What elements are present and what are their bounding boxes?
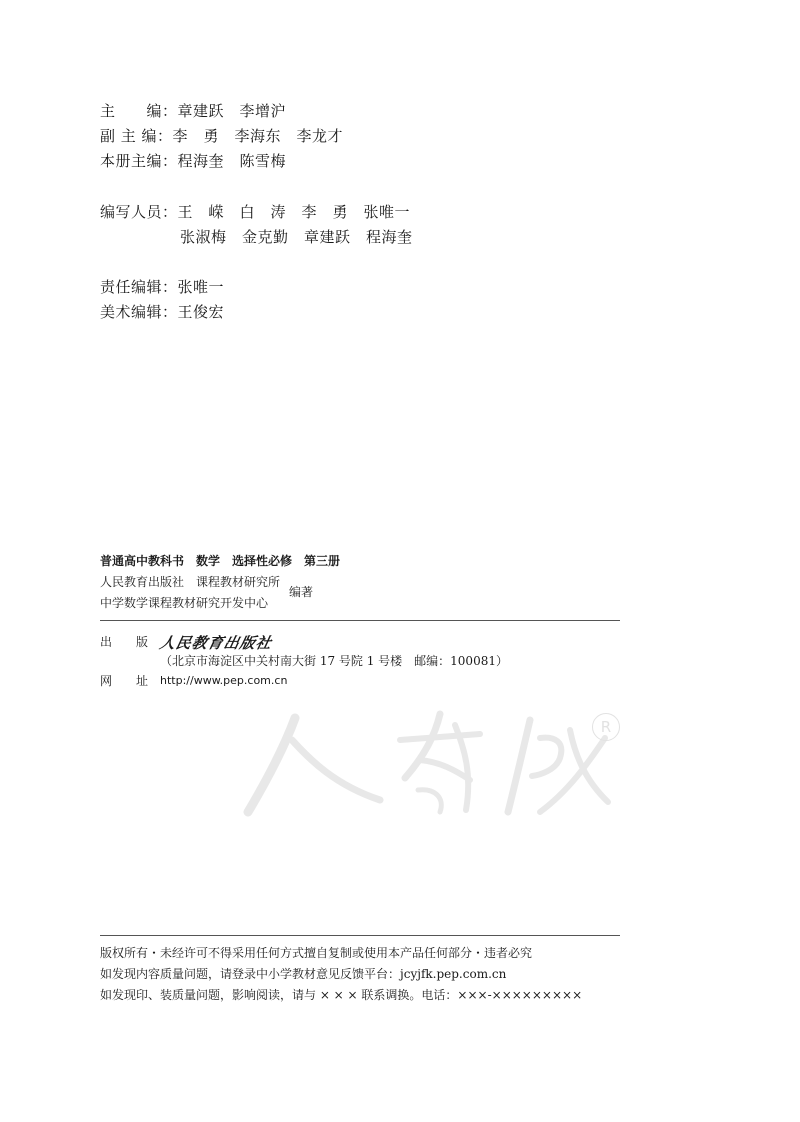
compiler-line-2: 中学数学课程教材研究开发中心 [100, 596, 269, 610]
volume-editor-row [100, 154, 286, 169]
website-label: 网 址 [100, 674, 149, 688]
art-editor-row [100, 305, 224, 320]
watermark-logo [240, 700, 630, 830]
writers-line-2: 张淑梅 金克勤 章建跃 程海奎 [180, 228, 413, 246]
chief-editor-label: 主 编： [100, 102, 178, 120]
art-editor-names: 王俊宏 [177, 303, 225, 321]
compiler-line-1: 人民教育出版社 课程教材研究所 [100, 575, 281, 589]
divider-top [100, 620, 620, 621]
publisher-logo-text: 人民教育出版社 [157, 634, 274, 652]
divider-bottom [100, 935, 620, 936]
deputy-editor-row [100, 129, 343, 144]
copyright-notice: 版权所有・未经许可不得采用任何方式擅自复制或使用本产品任何部分・违者必究 [100, 946, 533, 960]
art-editor-label: 美术编辑： [100, 303, 178, 321]
website-link[interactable]: http://www.pep.com.cn [160, 674, 288, 687]
publisher-address: （北京市海淀区中关村南大街 17 号院 1 号楼 邮编：100081） [160, 654, 508, 668]
compiled-by-label: 编著 [289, 585, 314, 599]
writers-label: 编写人员： [100, 203, 178, 221]
responsible-editor-names: 张唯一 [177, 278, 225, 296]
publisher-label: 出 版 [100, 635, 149, 649]
publisher-logo [157, 632, 274, 653]
deputy-editor-names: 李 勇 李海东 李龙才 [172, 127, 344, 145]
volume-editor-names: 程海奎 陈雪梅 [177, 152, 287, 170]
exchange-notice: 如发现印、装质量问题，影响阅读，请与 × × × 联系调换。电话：×××-××××××××× [100, 988, 583, 1002]
writers-line-1: 王 嵘 白 涛 李 勇 张唯一 [177, 203, 411, 221]
volume-editor-label: 本册主编： [100, 152, 178, 170]
writers-row-2 [180, 230, 413, 245]
watermark-brush-icon [240, 700, 630, 830]
writers-row [100, 205, 410, 220]
responsible-editor-row [100, 280, 224, 295]
chief-editor-names: 章建跃 李增沪 [177, 102, 287, 120]
book-title: 普通高中教科书 数学 选择性必修 第三册 [100, 554, 341, 568]
registered-mark-icon: R [592, 713, 620, 741]
chief-editor-row [100, 104, 286, 119]
feedback-notice: 如发现内容质量问题，请登录中小学教材意见反馈平台：jcyjfk.pep.com.cn [100, 967, 507, 981]
deputy-editor-label: 副 主 编： [100, 127, 173, 145]
responsible-editor-label: 责任编辑： [100, 278, 178, 296]
